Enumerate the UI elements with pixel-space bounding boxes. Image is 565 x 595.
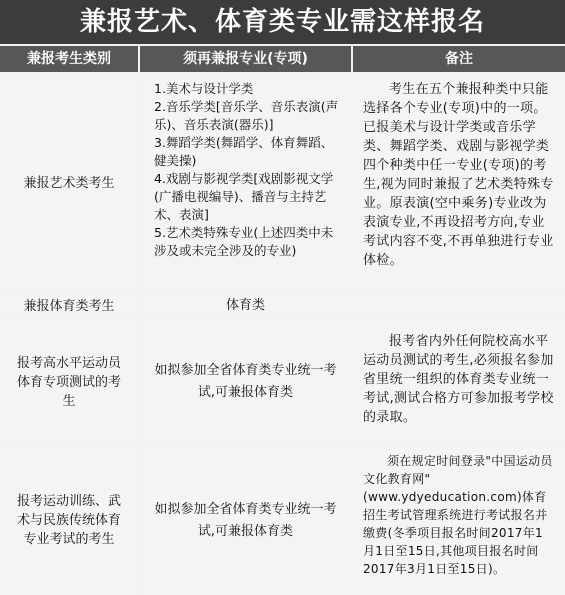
art-major-item: 3.舞蹈学类(舞蹈学、体育舞蹈、健美操) bbox=[154, 135, 334, 168]
art-majors bbox=[140, 74, 351, 292]
athlete-category bbox=[0, 320, 138, 444]
art-major-item: 2.音乐学类[音乐学、音乐表演(声乐)、音乐表演(器乐)] bbox=[154, 99, 339, 132]
header-category: 兼报考生类别 bbox=[0, 46, 138, 72]
header-majors: 须再兼报专业(专项) bbox=[140, 46, 351, 72]
martial-category bbox=[0, 446, 138, 595]
art-major-item: 4.戏剧与影视学类[戏剧影视文学(广播电视编导)、播音与主持艺术、表演] bbox=[154, 171, 334, 222]
header-notes: 备注 bbox=[353, 46, 565, 72]
art-major-item: 1.美术与设计学类 bbox=[154, 81, 254, 96]
athlete-category-label: 报考高水平运动员体育专项测试的考生 bbox=[16, 355, 121, 409]
art-note: 考生在五个兼报种类中只能选择各个专业(专项)中的一项。已报美术与设计学类或音乐学类、舞蹈学类、戏剧与影视学类四个种类中任一专业(专项)的考生,视为同时兼报了艺术类特殊专业。原表演(空中乘务)专业改为表演专业,不再设招考方向,专业考试内容不变,不再单独进行专业体检。 bbox=[353, 74, 565, 292]
athlete-note: 报考省内外任何院校高水平运动员测试的考生,必须报名参加省里统一组织的体育类专业统一考试,测试合格方可参加报考学校的录取。 bbox=[353, 320, 565, 444]
art-category bbox=[0, 74, 138, 292]
page-title: 兼报艺术、体育类专业需这样报名 bbox=[0, 0, 565, 44]
art-majors-list bbox=[140, 74, 351, 260]
martial-category-label: 报考运动训练、武术与民族传统体育专业考试的考生 bbox=[16, 494, 121, 547]
art-major-item: 5.艺术类特殊专业(上述四类中未涉及或未完全涉及的专业) bbox=[154, 225, 334, 258]
martial-major: 如拟参加全省体育类专业统一考试,可兼报体育类 bbox=[140, 446, 351, 595]
martial-note: 须在规定时间登录"中国运动员文化教育网"(www.ydyeducation.com)体育招生考试管理系统进行考试报名并缴费(冬季项目报名时间2017年1月1日至15日,其他项目报名时间2017年3月1日至15日)。 bbox=[353, 446, 565, 595]
athlete-major: 如拟参加全省体育类专业统一考试,可兼报体育类 bbox=[140, 320, 351, 444]
sport-major: 体育类 bbox=[140, 294, 351, 318]
art-category-label: 兼报艺术类考生 bbox=[23, 175, 115, 191]
sport-note bbox=[353, 294, 565, 318]
sport-category-label: 兼报体育类考生 bbox=[23, 298, 115, 314]
sport-category bbox=[0, 294, 138, 318]
